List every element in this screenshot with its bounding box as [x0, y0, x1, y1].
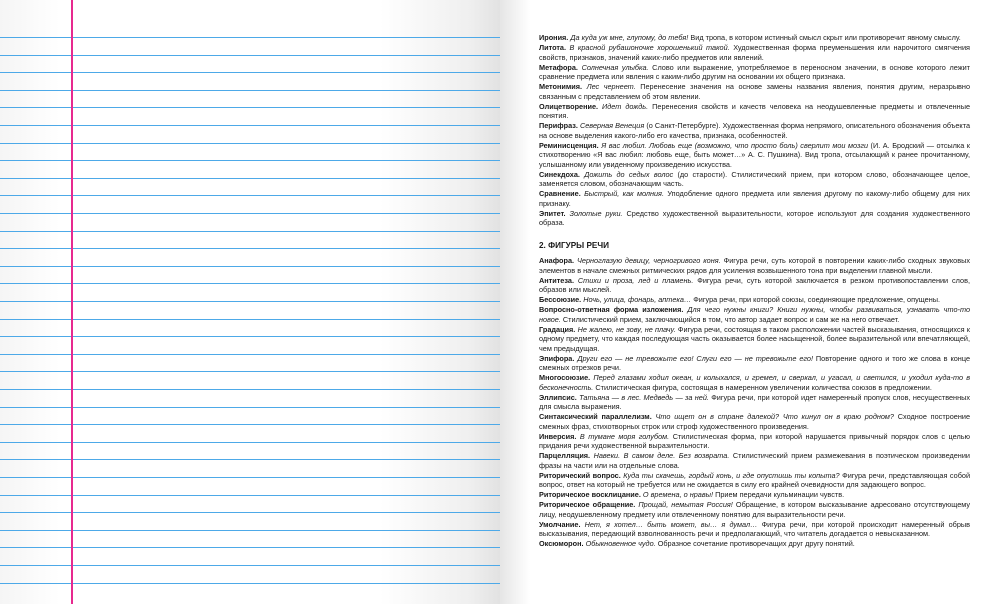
entry-definition: Вид тропа, в котором истинный смысл скрыт или противоречит явному смыслу.	[690, 33, 961, 42]
glossary-entry	[539, 500, 970, 519]
entry-example: Обыкновенное чудо.	[585, 539, 656, 548]
entry-example: Дожить до седых волос	[584, 169, 674, 179]
entry-example: Перед глазами ходил океан, и колыхался, и гремел, и сверкал, и угасал, и светился, и уходил куда-то в бесконечность.	[539, 373, 971, 392]
ruling-line	[0, 319, 500, 320]
entry-definition: Слово или выражение, употребляемое в переносном значении, в основе которого лежит сравнение предмета или явления с каким-либо другим на основании их общего признака.	[539, 62, 970, 81]
ruling-line	[0, 371, 500, 372]
entry-definition: Фигура речи, состоящая в таком расположении частей высказывания, относящихся к одному предмету, что каждая последующая часть оказывается более насыщенной, более выразительной или впечатляющей, чем предыдущая.	[539, 324, 970, 353]
ruling-line	[0, 459, 500, 460]
entry-example: Куда ты скачешь, гордый конь, и где опустишь ты копыта?	[623, 470, 840, 480]
entry-definition: Художественная форма преуменьшения или нарочитого смягчения свойств, признаков, значений каких-либо предметов или явлений.	[539, 43, 970, 62]
entry-example: Черноглазую девицу, черногривого коня.	[577, 256, 721, 265]
ruling-line	[0, 477, 500, 478]
glossary-entry	[539, 471, 970, 490]
glossary-entry	[539, 63, 970, 82]
ruling-line	[0, 389, 500, 390]
glossary-entry	[539, 393, 970, 412]
entry-term: Антитеза.	[539, 275, 574, 285]
entry-definition: Сходное построение смежных фраз, стихотворных строк или строф художественного произведения.	[539, 412, 970, 431]
entry-definition: Фигура речи, при которой союзы, соединяющие предложение, опущены.	[693, 295, 940, 304]
glossary-entry	[539, 141, 970, 170]
ruling-line	[0, 547, 500, 548]
glossary-entry	[539, 432, 970, 451]
entry-term: Олицетворение.	[539, 101, 599, 111]
entry-definition: (И. А. Бродский — отсылка к стихотворению «Я вас любил: любовь еще, быть может…» А. С. Пушкина). Вид тропа, отсылающий к ранее прочитанному, услышанному или увиденному произведению искусства.	[539, 140, 970, 169]
glossary-entry	[539, 451, 970, 470]
entry-term: Эллипсис.	[539, 392, 577, 402]
entry-example: Ночь, улица, фонарь, аптека…	[583, 295, 692, 304]
entry-example: Северная Венеция	[579, 121, 645, 130]
ruling-line	[0, 55, 500, 56]
ruling-line	[0, 495, 500, 496]
glossary-entry	[539, 82, 970, 101]
entry-term: Эпитет.	[539, 208, 566, 218]
glossary-entry	[539, 276, 970, 295]
entry-term: Инверсия.	[539, 431, 577, 441]
ruling-line	[0, 195, 500, 196]
glossary-entry	[539, 33, 970, 43]
entry-term: Литота.	[539, 43, 567, 52]
entry-definition: Фигура речи, при которой идет намеренный пропуск слов, несущественных для смысла выражения.	[539, 392, 971, 411]
entry-example: Да куда уж мне, глупому, до тебя!	[570, 33, 689, 42]
entry-term: Реминисценция.	[539, 140, 599, 150]
entry-term: Градация.	[539, 324, 576, 334]
entry-example: В тумане моря голубом.	[579, 431, 670, 441]
entry-term: Бессоюзие.	[539, 295, 582, 304]
ruling-line	[0, 442, 500, 443]
entry-definition: Перенесения свойств и качеств человека на неодушевленные предметы и отвлеченные понятия.	[539, 101, 971, 120]
ruling-line	[0, 107, 500, 108]
entry-definition: Прием передачи кульминации чувств.	[715, 490, 845, 499]
entry-definition: Стилистическая фигура, состоящая в намеренном увеличении количества союзов в предложении.	[595, 382, 932, 392]
entry-term: Оксюморон.	[539, 539, 584, 548]
entry-definition: Фигура речи, суть которой в повторении каких-либо сходных звуковых элементов в начале смежных ритмических рядов для усиления возвышенного тона при выделении главной мысли.	[539, 256, 970, 275]
glossary-entry	[539, 354, 970, 373]
glossary-entry	[539, 325, 970, 354]
ruling-line	[0, 301, 500, 302]
entry-example: Я вас любил. Любовь еще (возможно, что просто боль) сверлит мои мозги	[601, 140, 869, 150]
entry-example: Други его — не тревожьте его! Слуги его — не тревожьте его!	[577, 353, 813, 363]
entry-definition: Повторение одного и того же слова в конце смежных отрезков речи.	[539, 353, 970, 372]
tropes-list	[539, 33, 970, 228]
margin-line	[71, 0, 73, 604]
glossary-entry	[539, 209, 970, 228]
ruling-line	[0, 213, 500, 214]
ruling-line	[0, 266, 500, 267]
entry-term: Эпифора.	[539, 353, 575, 363]
entry-definition: Уподобление одного предмета или явления другому по какому-либо общему для них признаку.	[539, 189, 971, 208]
entry-definition: (о Санкт-Петербурге). Художественная форма непрямого, описательного обозначения объекта на основе выделения какого-либо его качества, признака, особенностей.	[539, 121, 971, 140]
entry-term: Перифраз.	[539, 121, 578, 130]
entry-definition: Стилистический прием, заключающийся в том, что автор задает вопрос и сам же на него отвечает.	[562, 314, 900, 324]
page-fold-shadow	[500, 0, 530, 604]
entry-example: Быстрый, как молния.	[584, 189, 664, 198]
entry-term: Синекдоха.	[539, 169, 580, 179]
ruling-line	[0, 407, 500, 408]
entry-term: Ирония.	[539, 33, 569, 42]
entry-example: В красной рубашоночке хорошенький такой.	[569, 43, 730, 52]
ruling-line	[0, 37, 500, 38]
entry-term: Синтаксический параллелизм.	[539, 412, 652, 421]
glossary-entry	[539, 121, 970, 140]
ruling-line	[0, 160, 500, 161]
entry-example: Стихи и проза, лед и пламень.	[577, 275, 694, 285]
ruling-line	[0, 583, 500, 584]
entry-term: Риторическое обращение.	[539, 500, 636, 509]
glossary-entry	[539, 412, 970, 431]
entry-term: Умолчание.	[539, 519, 581, 529]
entry-definition: Стилистическая форма, при которой нарушается привычный порядок слов с целью придания речи художественной выразительности.	[539, 431, 970, 450]
entry-example: Солнечная улыбка.	[581, 62, 649, 72]
entry-term: Сравнение.	[539, 189, 581, 198]
ruling-line	[0, 336, 500, 337]
entry-term: Парцелляция.	[539, 451, 591, 460]
glossary-entry	[539, 102, 970, 121]
entry-example: Татьяна — в лес. Медведь — за ней.	[579, 392, 709, 402]
entry-example: Нет, я хотел… быть может, вы… я думал…	[584, 519, 758, 529]
entry-definition: Стилистический прием размежевания в поэтическом произведении фразы на части или на отдельные слова.	[539, 451, 970, 470]
entry-example: Лес чернеет.	[586, 82, 636, 91]
entry-example: Не жалею, не зову, не плачу.	[577, 324, 676, 334]
glossary-entry	[539, 305, 970, 324]
entry-definition: (до старости). Стилистический прием, при котором слово, обозначающее целое, заменяется словом, обозначающим часть.	[539, 169, 971, 188]
entry-term: Метонимия.	[539, 82, 583, 91]
entry-example: Идет дождь.	[602, 101, 649, 111]
glossary-entry	[539, 373, 970, 392]
ruling-line	[0, 283, 500, 284]
glossary-entry	[539, 189, 970, 208]
entry-definition: Обращение, в котором высказывание адресовано отсутствующему лицу, неодушевленному предмету или отвлеченному понятию для выразительности речи.	[539, 500, 971, 519]
ruling-line	[0, 248, 500, 249]
entry-term: Риторическое восклицание.	[539, 490, 641, 499]
entry-term: Метафора.	[539, 62, 578, 72]
ruling-line	[0, 354, 500, 355]
entry-example: О времена, о нравы!	[642, 490, 714, 499]
text-page	[500, 0, 1000, 604]
glossary-entry	[539, 256, 970, 275]
ruling-line	[0, 143, 500, 144]
glossary-entry	[539, 490, 970, 500]
entry-definition: Фигура речи, представляющая собой вопрос, ответ на который не требуется или не ожидается в силу его крайней очевидности для задающего вопрос.	[539, 470, 971, 489]
section-heading: 2. ФИГУРЫ РЕЧИ	[539, 240, 610, 250]
ruling-line	[0, 125, 500, 126]
entry-definition: Фигура речи, при которой происходит намеренный обрыв высказывания, передающий взволнованность речи и предполагающий, что читатель догадается о невысказанном.	[539, 519, 971, 538]
entry-term: Риторический вопрос.	[539, 470, 621, 480]
ruling-line	[0, 424, 500, 425]
ruling-line	[0, 530, 500, 531]
ruling-line	[0, 72, 500, 73]
ruling-line	[0, 512, 500, 513]
page-content	[539, 33, 970, 549]
entry-definition: Средство художественной выразительности, которое используют для создания художественного образа.	[539, 208, 970, 227]
glossary-entry	[539, 539, 970, 549]
entry-example: Золотые руки.	[569, 208, 623, 218]
glossary-entry	[539, 43, 970, 62]
glossary-entry	[539, 520, 970, 539]
ruling-line	[0, 90, 500, 91]
entry-example: Для чего нужны книги? Книги нужны, чтобы развиваться, узнавать что-то новое.	[539, 305, 970, 324]
figures-list	[539, 256, 970, 549]
entry-term: Анафора.	[539, 256, 575, 265]
ruling-line	[0, 231, 500, 232]
glossary-entry	[539, 170, 970, 189]
entry-example: Прощай, немытая Россия!	[638, 500, 733, 509]
entry-example: Что ищет он в стране далекой? Что кинул он в краю родном?	[655, 412, 894, 421]
ruling-line	[0, 178, 500, 179]
entry-example: Навеки. В самом деле. Без возврата.	[593, 451, 730, 460]
entry-term: Многосоюзие.	[539, 373, 591, 382]
glossary-entry	[539, 295, 970, 305]
ruling-line	[0, 565, 500, 566]
entry-definition: Образное сочетание противоречащих друг другу понятий.	[657, 539, 855, 548]
entry-term: Вопросно-ответная форма изложения.	[539, 305, 684, 314]
entry-definition: Фигура речи, суть которой заключается в резком противопоставлении слов, образов или мыслей.	[539, 275, 970, 294]
entry-definition: Перенесение значения на основе замены названия явления, понятия другим, неразрывно связанным с представлением об этом явлении.	[539, 82, 971, 101]
